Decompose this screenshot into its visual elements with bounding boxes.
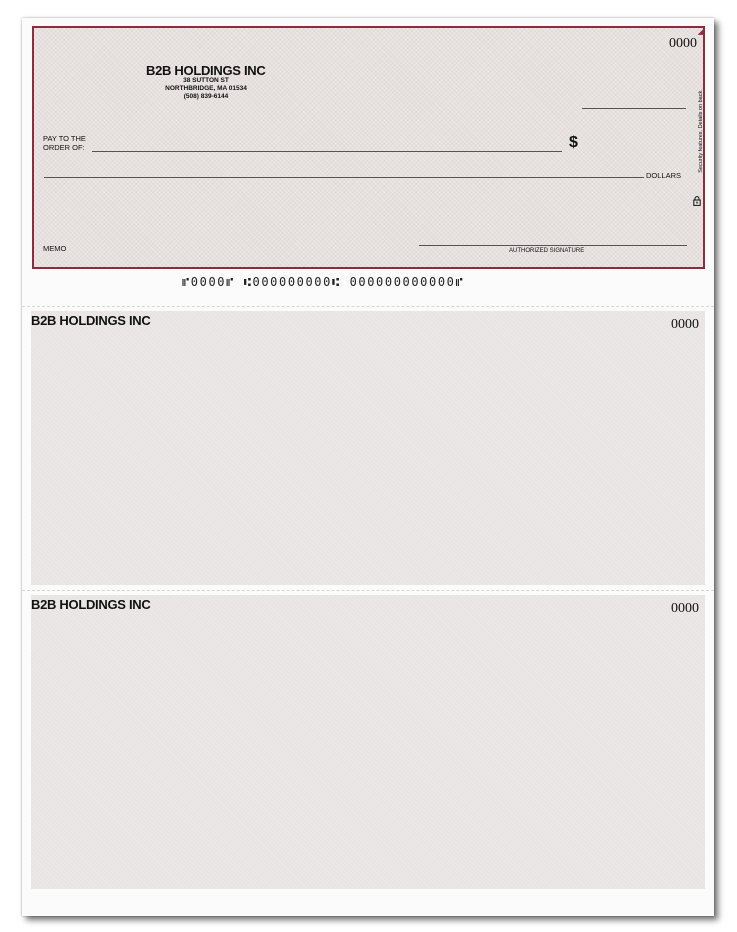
- check-sheet: [22, 18, 714, 916]
- date-line: [582, 108, 686, 109]
- stub-company-name: B2B HOLDINGS INC: [31, 313, 151, 328]
- voucher-stub-2: [31, 595, 705, 889]
- micr-line: ⑈0000⑈ ⑆000000000⑆ 000000000000⑈: [182, 275, 465, 289]
- stub-check-number: 0000: [671, 601, 699, 616]
- company-address-city: NORTHBRIDGE, MA 01534: [165, 85, 247, 92]
- perforation-1: [22, 306, 714, 307]
- padlock-icon: [693, 196, 701, 206]
- pay-to-label-line1: PAY TO THE: [43, 134, 86, 143]
- stub-company-name: B2B HOLDINGS INC: [31, 597, 151, 612]
- dollars-label: DOLLARS: [646, 171, 682, 180]
- dollar-sign: $: [569, 134, 578, 151]
- check-number: 0000: [669, 36, 697, 51]
- payee-line: [92, 151, 562, 152]
- company-address-street: 38 SUTTON ST: [183, 77, 229, 84]
- check: [32, 26, 705, 269]
- company-phone: (508) 839-6144: [183, 93, 229, 100]
- security-features-note: Security features. Details on back.: [698, 89, 704, 173]
- amount-words-line: [44, 177, 644, 178]
- pay-to-label-line2: ORDER OF:: [43, 143, 85, 152]
- perforation-2: [22, 590, 714, 591]
- signature-label: AUTHORIZED SIGNATURE: [509, 248, 585, 254]
- corner-mark: ◢: [697, 29, 703, 36]
- memo-label: MEMO: [43, 244, 67, 253]
- voucher-stub-1: [31, 311, 705, 585]
- signature-line: [419, 245, 687, 246]
- company-name: B2B HOLDINGS INC: [146, 63, 266, 78]
- pay-to-label: [43, 134, 86, 152]
- stub-check-number: 0000: [671, 317, 699, 332]
